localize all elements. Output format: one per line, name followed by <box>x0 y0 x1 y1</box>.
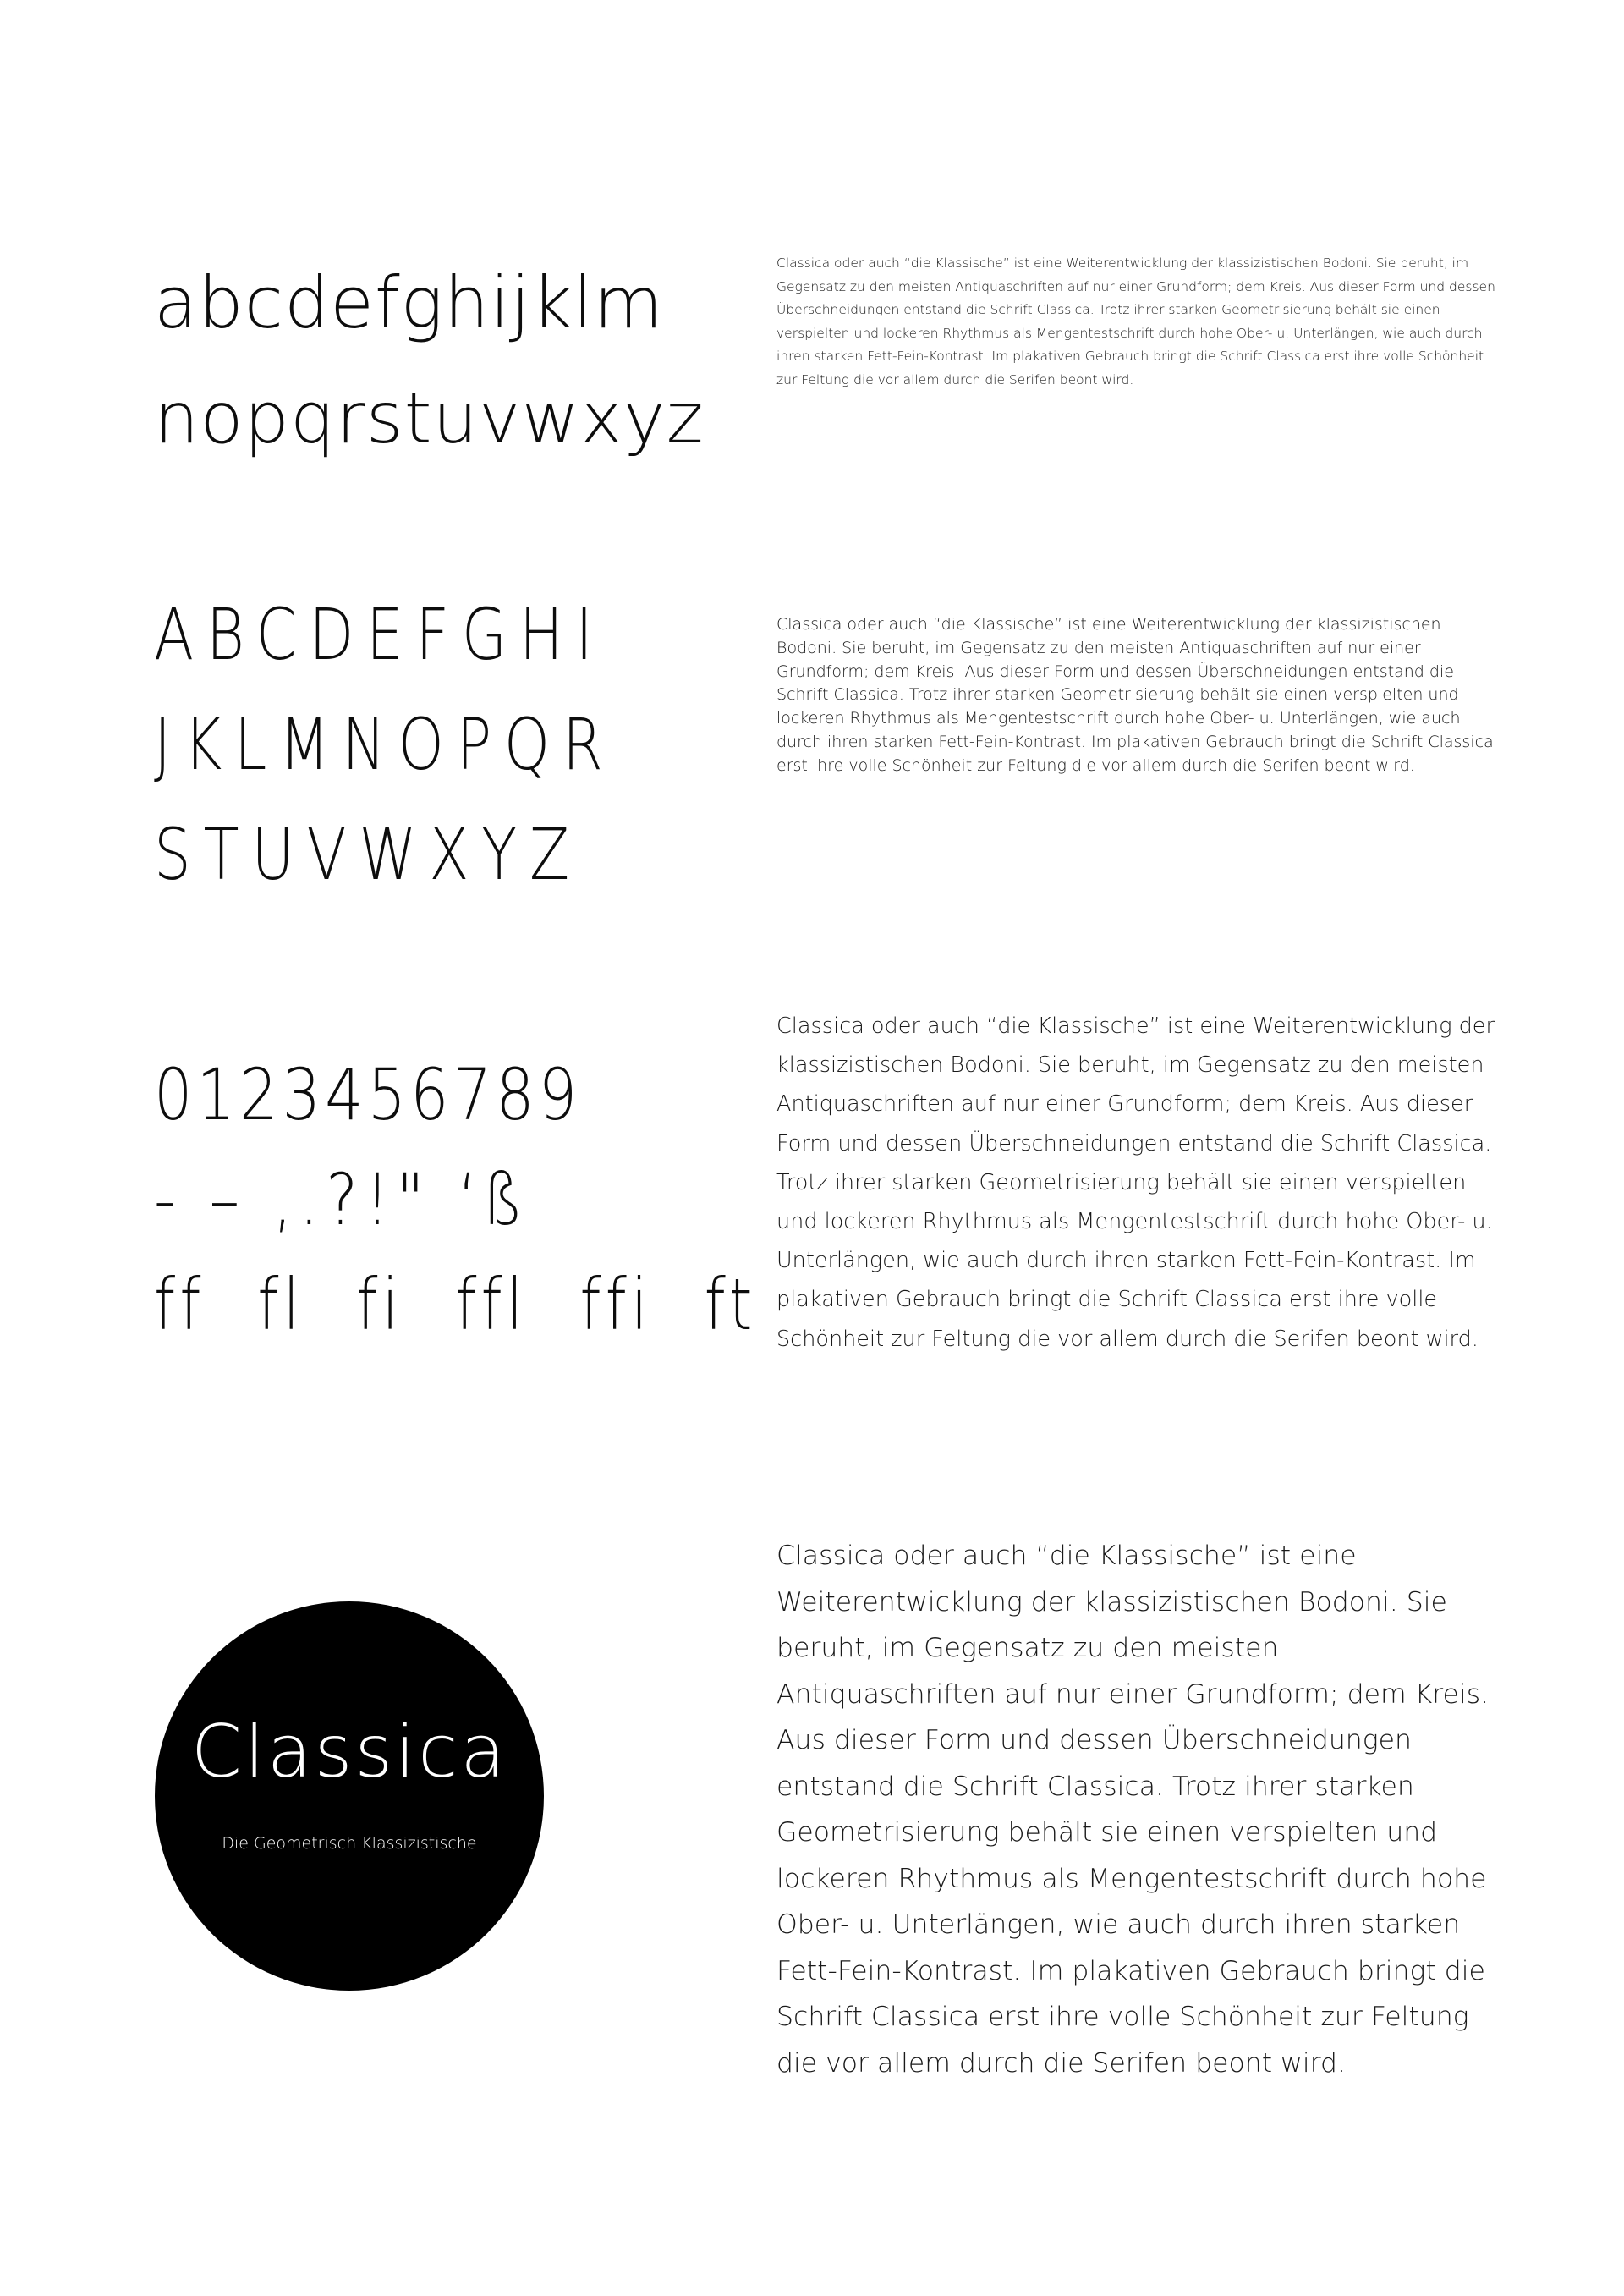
punctuation-line: - – ,.?!" ‘ß <box>154 1158 531 1241</box>
numerals-line: 0123456789 <box>154 1053 582 1136</box>
lowercase-line-2: nopqrstuvwxyz <box>154 376 705 459</box>
ligatures-line: ff fl fi ffl ffi ft <box>154 1263 757 1346</box>
badge-title: Classica <box>190 1710 508 1794</box>
uppercase-line-3: STUVWXYZ <box>154 813 582 896</box>
uppercase-line-1: ABCDEFGHI <box>154 593 606 676</box>
lowercase-line-1: abcdefghijklm <box>154 261 664 344</box>
uppercase-line-2: JKLMNOPQR <box>154 703 616 786</box>
badge-subtitle: Die Geometrisch Klassizistische <box>222 1834 477 1853</box>
sample-paragraph-small: Classica oder auch “die Klassische” ist eine Weiterentwicklung der klassizistischen Bodoni. Sie beruht, im Gegensatz zu den meisten Antiquaschriften auf nur einer Grundform; dem Kreis. Aus dieser Form und dessen Überschneidungen entstand die Schrift Classica. Trotz ihrer starken Geometrisierung behält sie einen verspielten und lockeren Rhythmus als Mengentestschrift durch hohe Ober- u. Unterlängen, wie auch durch ihren starken Fett-Fein-Kontrast. Im plakativen Gebrauch bringt die Schrift Classica erst ihre volle Schönheit zur Feltung die vor allem durch die Serifen beont wird. <box>776 255 1495 387</box>
numerals-and-ligatures <box>154 1042 757 1357</box>
lowercase-alphabet <box>154 245 705 475</box>
uppercase-alphabet <box>154 579 615 909</box>
sample-paragraph-medium: Classica oder auch “die Klassische” ist eine Weiterentwicklung der klassizistischen Bodoni. Sie beruht, im Gegensatz zu den meisten Antiquaschriften auf nur einer Grundform; dem Kreis. Aus dieser Form und dessen Überschneidungen entstand die Schrift Classica. Trotz ihrer starken Geometrisierung behält sie einen verspielten und lockeren Rhythmus als Mengentestschrift durch hohe Ober- u. Unterlängen, wie auch durch ihren starken Fett-Fein-Kontrast. Im plakativen Gebrauch bringt die Schrift Classica erst ihre volle Schönheit zur Feltung die vor allem durch die Serifen beont wird. <box>776 615 1494 775</box>
sample-paragraph-xlarge: Classica oder auch “die Klassische” ist eine Weiterentwicklung der klassizistischen Bodoni. Sie beruht, im Gegensatz zu den meisten Antiquaschriften auf nur einer Grundform; dem Kreis. Aus dieser Form und dessen Überschneidungen entstand die Schrift Classica. Trotz ihrer starken Geometrisierung behält sie einen verspielten und lockeren Rhythmus als Mengentestschrift durch hohe Ober- u. Unterlängen, wie auch durch ihren starken Fett-Fein-Kontrast. Im plakativen Gebrauch bringt die Schrift Classica erst ihre volle Schönheit zur Feltung die vor allem durch die Serifen beont wird. <box>776 1541 1490 2079</box>
sample-paragraph-large: Classica oder auch “die Klassische” ist eine Weiterentwicklung der klassizistischen Bodoni. Sie beruht, im Gegensatz zu den meisten Antiquaschriften auf nur einer Grundform; dem Kreis. Aus dieser Form und dessen Überschneidungen entstand die Schrift Classica. Trotz ihrer starken Geometrisierung behält sie einen verspielten und lockeren Rhythmus als Mengentestschrift durch hohe Ober- u. Unterlängen, wie auch durch ihren starken Fett-Fein-Kontrast. Im plakativen Gebrauch bringt die Schrift Classica erst ihre volle Schönheit zur Feltung die vor allem durch die Serifen beont wird. <box>776 1013 1495 1352</box>
classica-logo-badge <box>155 1601 544 1991</box>
